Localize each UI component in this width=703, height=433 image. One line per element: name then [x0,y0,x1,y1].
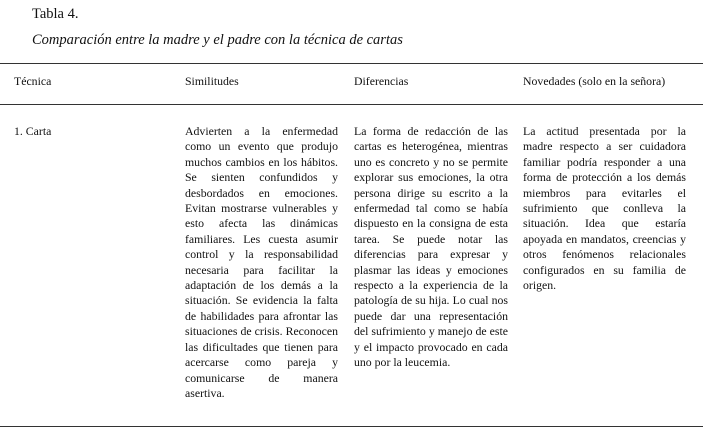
header-tecnica: Técnica [14,74,52,88]
header-similitudes: Similitudes [185,74,239,88]
header-diferencias: Diferencias [354,74,409,88]
table-caption-number: Tabla 4. [32,6,79,22]
cell-similitudes: Advierten a la enfermedad como un evento que produjo muchos cambios en los hábitos. Se sienten confundidos y desbordados en emociones. Evitan mostrarse vulnerables y esto afecta las dinámicas familiares. Les cuesta asumir control y la responsabilidad necesaria para facilitar la adaptación de los demás a la situación. Se evidencia la falta de habilidades para afrontar las situaciones de crisis. Reconocen las dificultades que tienen para acercarse como pareja y comunicarse de manera asertiva. [185,124,338,400]
table-header-rule [0,104,703,105]
table-bottom-rule [0,426,703,427]
table-top-rule [0,63,703,64]
cell-novedades: La actitud presentada por la madre respecto a ser cuidadora familiar podría responder a una forma de protección a los demás miembros para evitarles el sufrimiento que conlleva la situación. Idea que estaría apoyada en mandatos, creencias y otros fenómenos relacionales configurados en su familia de origen. [523,124,686,293]
header-novedades: Novedades (solo en la señora) [523,74,666,88]
cell-tecnica: 1. Carta [14,124,52,138]
table-caption-title: Comparación entre la madre y el padre con la técnica de cartas [32,32,403,48]
cell-diferencias: La forma de redacción de las cartas es heterogénea, mientras uno es concreto y no se permite explorar sus emociones, la otra persona dirige su escrito a la enfermedad tal como se había dispuesto en la consigna de esta tarea. Se puede notar las diferencias para expresar y plasmar las ideas y emociones respecto a la experiencia de la patología de su hija. Lo cual nos puede dar una representación del sufrimiento y manejo de este y el impacto provocado en cada uno por la leucemia. [354,124,508,370]
